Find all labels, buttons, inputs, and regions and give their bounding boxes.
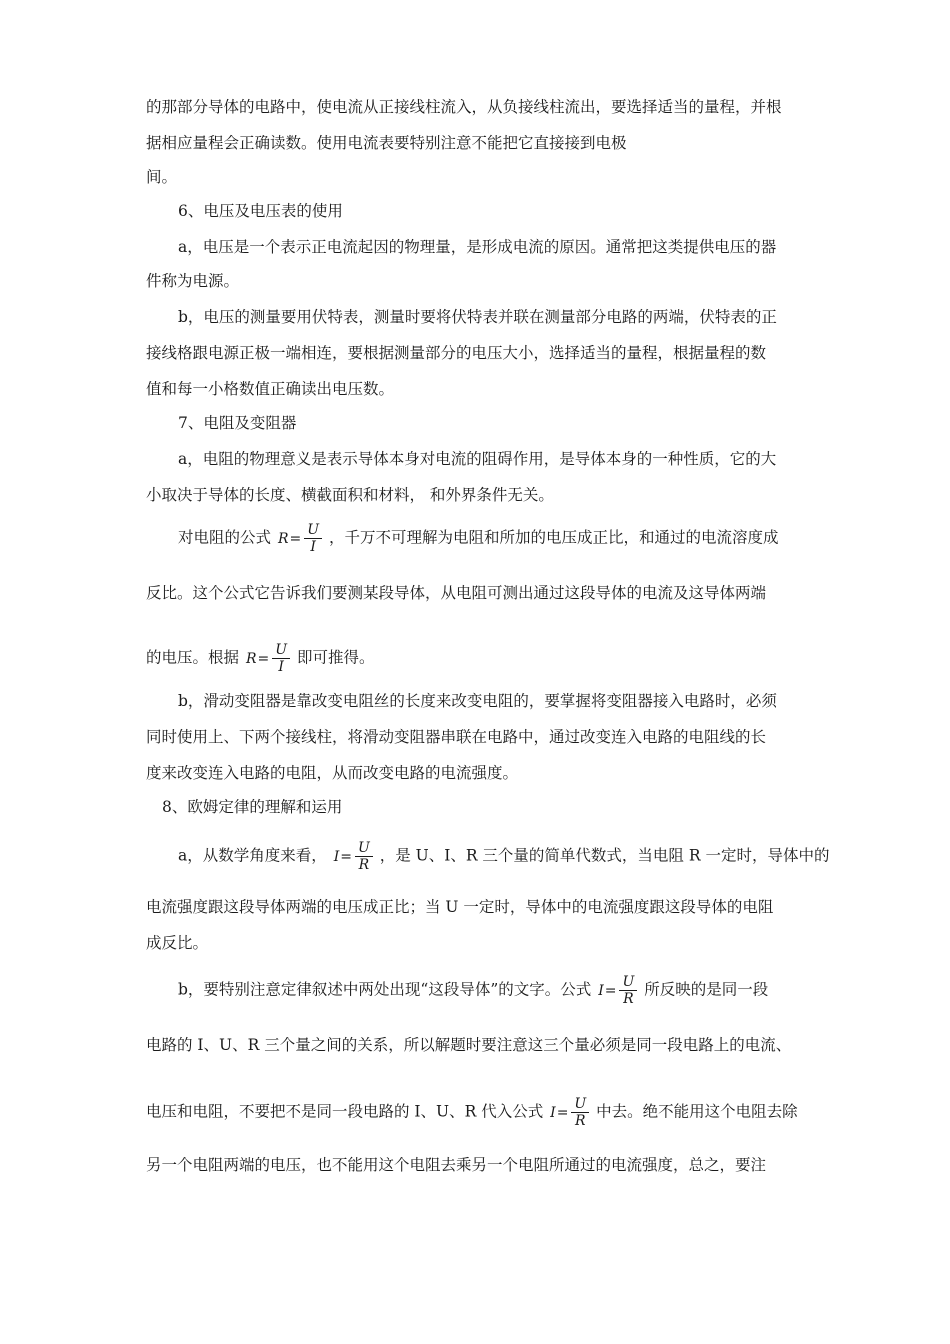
fraction-denominator: I [310,539,316,555]
paragraph-line: 反比。这个公式它告诉我们要测某段导体，从电阻可测出通过这段导体的电流及这导体两端 [146,584,767,602]
formula-line [146,642,375,675]
formula-line-text-before: a，从数学角度来看， [178,846,327,865]
formula-line-text-after: ，是 U、I、R 三个量的简单代数式，当电阻 R 一定时，导体中的 [379,846,830,865]
fraction-u-over-r [571,1096,589,1129]
paragraph-line: 度来改变连入电路的电阻，从而改变电路的电流强度。 [146,764,519,782]
formula-var: I [598,982,604,999]
section-heading-7: 7、电阻及变阻器 [178,414,297,432]
formula-var: R [277,530,289,547]
paragraph-line: 据相应量程会正确读数。使用电流表要特别注意不能把它直接接到电极 [146,134,627,152]
paragraph-line: 的那部分导体的电路中，使电流从正接线柱流入，从负接线柱流出，要选择适当的量程，并根 [146,98,782,116]
formula-eq: = [257,650,270,667]
fraction-u-over-i [272,642,290,675]
fraction-denominator: R [623,991,634,1007]
fraction-u-over-r [619,974,637,1007]
paragraph-line: 小取决于导体的长度、横截面积和材料， 和外界条件无关。 [146,486,554,504]
paragraph-line: b，滑动变阻器是靠改变电阻丝的长度来改变电阻的，要掌握将变阻器接入电路时，必须 [178,692,777,710]
paragraph-line: a，电压是一个表示正电流起因的物理量，是形成电流的原因。通常把这类提供电压的器 [178,238,777,256]
formula-eq: = [556,1104,569,1121]
formula-eq: = [340,848,352,865]
fraction-denominator: I [278,659,284,675]
paragraph-line: 件称为电源。 [146,272,240,290]
formula-line-text-after: 即可推得。 [296,648,375,667]
formula-eq: = [289,530,302,547]
paragraph-line: 另一个电阻两端的电压，也不能用这个电阻去乘另一个电阻所通过的电流强度，总之，要注 [146,1156,767,1174]
paragraph-line: b，电压的测量要用伏特表，测量时要将伏特表并联在测量部分电路的两端，伏特表的正 [178,308,777,326]
formula-line-text-after: ，千万不可理解为电阻和所加的电压成正比，和通过的电流溶度成 [328,528,779,547]
formula-line-text-before: 对电阻的公式 [178,528,272,547]
fraction-denominator: R [358,857,370,873]
paragraph-line: 值和每一小格数值正确读出电压数。 [146,380,395,398]
fraction-numerator: U [272,642,290,659]
formula-line [178,840,829,873]
formula-line [178,974,768,1007]
fraction-u-over-i [304,522,322,555]
formula-var: I [333,848,340,865]
section-heading-6: 6、电压及电压表的使用 [178,202,343,220]
formula-var: R [245,650,257,667]
paragraph-line: 成反比。 [146,934,209,952]
fraction-u-over-r [355,840,373,873]
paragraph-line: 同时使用上、下两个接线柱，将滑动变阻器串联在电路中，通过改变连入电路的电阻线的长 [146,728,767,746]
formula-line-text-before: b，要特别注意定律叙述中两处出现“这段导体”的文字。公式 [178,980,592,999]
fraction-numerator: U [355,840,373,857]
paragraph-line: a，电阻的物理意义是表示导体本身对电流的阻碍作用，是导体本身的一种性质，它的大 [178,450,777,468]
formula-line-text-before: 的电压。根据 [146,648,240,667]
fraction-numerator: U [619,974,637,991]
paragraph-line: 电流强度跟这段导体两端的电压成正比；当 U 一定时，导体中的电流强度跟这段导体的电阻 [146,898,774,916]
formula-eq: = [604,982,617,999]
formula-line [178,522,779,555]
paragraph-line: 电路的 I、U、R 三个量之间的关系，所以解题时要注意这三个量必须是同一段电路上的电流、 [146,1036,792,1054]
section-heading-8: 8、欧姆定律的理解和运用 [162,798,343,816]
paragraph-line: 接线格跟电源正极一端相连，要根据测量部分的电压大小，选择适当的量程，根据量程的数 [146,344,767,362]
fraction-denominator: R [575,1113,586,1129]
formula-var: I [550,1104,556,1121]
formula-line [146,1096,798,1129]
formula-line-text-before: 电压和电阻，不要把不是同一段电路的 I、U、R 代入公式 [146,1102,544,1121]
fraction-numerator: U [571,1096,589,1113]
formula-line-text-after: 所反映的是同一段 [644,980,769,999]
paragraph-line: 间。 [146,168,178,186]
fraction-numerator: U [304,522,322,539]
formula-line-text-after: 中去。绝不能用这个电阻去除 [596,1102,798,1121]
